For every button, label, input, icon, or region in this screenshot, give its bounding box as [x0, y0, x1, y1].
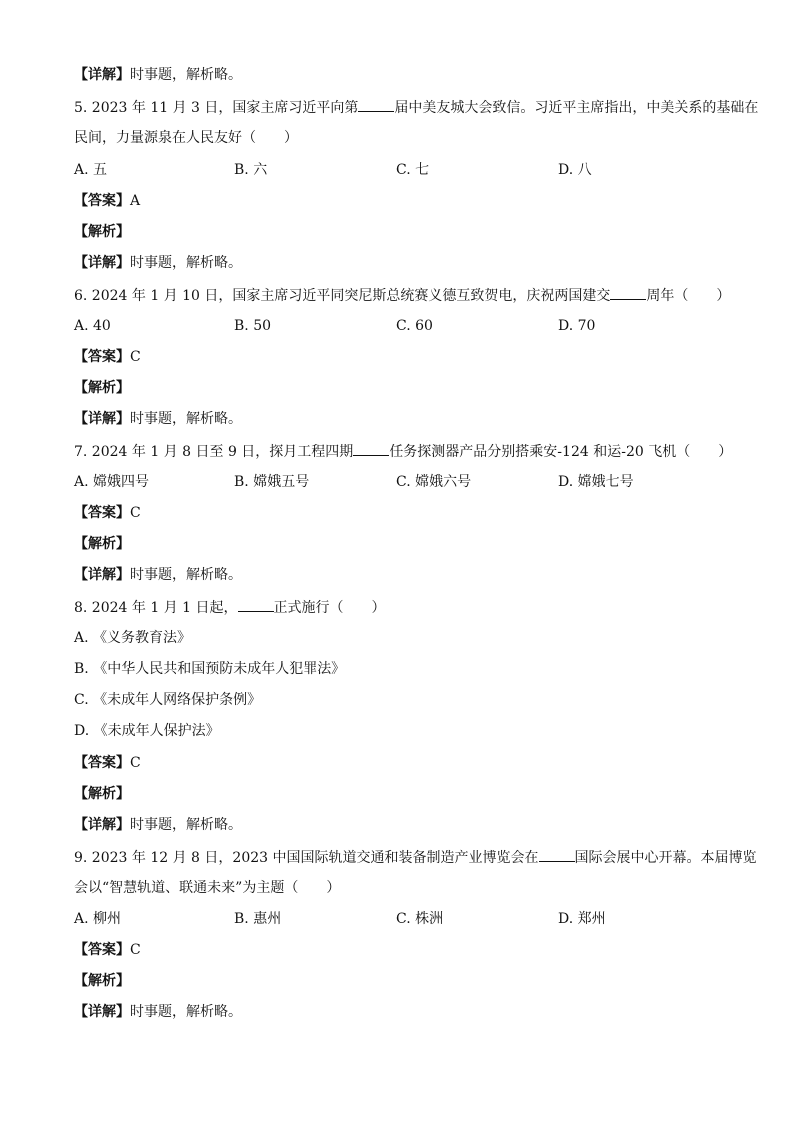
detail-text: 时事题，解析略。 — [130, 411, 242, 427]
answer-value: A — [130, 193, 141, 209]
option-b: B. 50 — [234, 318, 272, 334]
answer-line — [74, 347, 141, 367]
stem-text: 正式施行（ ） — [273, 600, 386, 616]
question-6-stem — [74, 285, 730, 306]
option-a: A. 柳州 — [74, 911, 122, 927]
detail-text: 时事题，解析略。 — [130, 817, 242, 833]
detail-tag: 【详解】 — [74, 567, 130, 583]
stem-text: 5. 2023 年 11 月 3 日，国家主席习近平向第 — [74, 100, 359, 116]
question-5-options — [74, 160, 724, 180]
detail-text: 时事题，解析略。 — [130, 567, 242, 583]
answer-line — [74, 191, 140, 211]
answer-tag: 【答案】 — [74, 193, 130, 209]
answer-tag: 【答案】 — [74, 755, 130, 771]
question-9-stem — [74, 847, 757, 868]
analysis-tag: 【解析】 — [74, 536, 130, 552]
question-8-stem — [74, 597, 386, 618]
answer-value: C — [130, 942, 141, 958]
question-5-stem-line2: 民间，力量源泉在人民友好（ ） — [74, 130, 298, 146]
answer-line — [74, 503, 141, 523]
stem-text: 6. 2024 年 1 月 10 日，国家主席习近平同突尼斯总统赛义德互致贺电，庆祝两国建交 — [74, 288, 611, 304]
stem-text: 周年（ ） — [646, 288, 731, 304]
answer-line — [74, 940, 141, 960]
question-7-stem — [74, 441, 732, 462]
answer-value: C — [130, 505, 141, 521]
option-d: D. 八 — [558, 162, 592, 178]
option-a: A. 40 — [74, 318, 111, 334]
analysis-tag: 【解析】 — [74, 380, 130, 396]
fill-blank — [358, 97, 394, 112]
option-d: D. 70 — [558, 318, 596, 334]
option-c: C. 株洲 — [396, 911, 444, 927]
fill-blank — [539, 847, 575, 862]
detail-tag: 【详解】 — [74, 67, 130, 83]
answer-value: C — [130, 349, 141, 365]
answer-value: C — [130, 755, 141, 771]
analysis-tag: 【解析】 — [74, 973, 130, 989]
answer-line — [74, 753, 141, 773]
option-c: C. 60 — [396, 318, 433, 334]
detail-line — [74, 65, 242, 85]
question-6-options — [74, 316, 724, 336]
answer-tag: 【答案】 — [74, 349, 130, 365]
detail-line — [74, 565, 242, 585]
question-7-options — [74, 472, 724, 492]
option-d: D. 郑州 — [558, 911, 606, 927]
detail-tag: 【详解】 — [74, 255, 130, 271]
stem-text: 7. 2024 年 1 月 8 日至 9 日，探月工程四期 — [74, 444, 354, 460]
question-5-stem — [74, 97, 758, 118]
analysis-tag: 【解析】 — [74, 786, 130, 802]
answer-tag: 【答案】 — [74, 942, 130, 958]
option-d: D. 《未成年人保护法》 — [74, 723, 220, 739]
option-b: B. 六 — [234, 162, 268, 178]
stem-text: 任务探测器产品分别搭乘安-124 和运-20 飞机（ ） — [389, 444, 733, 460]
option-c: C. 《未成年人网络保护条例》 — [74, 692, 262, 708]
detail-line — [74, 1002, 242, 1022]
stem-text: 国际会展中心开幕。本届博览 — [574, 850, 757, 866]
option-c: C. 七 — [396, 162, 430, 178]
detail-text: 时事题，解析略。 — [130, 67, 242, 83]
analysis-tag: 【解析】 — [74, 224, 130, 240]
detail-tag: 【详解】 — [74, 411, 130, 427]
stem-text: 8. 2024 年 1 月 1 日起， — [74, 600, 238, 616]
fill-blank — [238, 597, 274, 612]
question-9-options — [74, 909, 724, 929]
detail-line — [74, 253, 242, 273]
option-b: B. 惠州 — [234, 911, 282, 927]
detail-tag: 【详解】 — [74, 817, 130, 833]
answer-tag: 【答案】 — [74, 505, 130, 521]
detail-line — [74, 815, 242, 835]
detail-text: 时事题，解析略。 — [130, 1004, 242, 1020]
question-9-stem-line2: 会以“智慧轨道、联通未来”为主题（ ） — [74, 880, 341, 896]
detail-line — [74, 409, 242, 429]
option-d: D. 嫦娥七号 — [558, 474, 634, 490]
option-c: C. 嫦娥六号 — [396, 474, 472, 490]
detail-text: 时事题，解析略。 — [130, 255, 242, 271]
option-a: A. 《义务教育法》 — [74, 630, 192, 646]
option-a: A. 嫦娥四号 — [74, 474, 150, 490]
fill-blank — [610, 285, 646, 300]
option-a: A. 五 — [74, 162, 108, 178]
detail-tag: 【详解】 — [74, 1004, 130, 1020]
option-b: B. 嫦娥五号 — [234, 474, 310, 490]
option-b: B. 《中华人民共和国预防未成年人犯罪法》 — [74, 661, 346, 677]
fill-blank — [353, 441, 389, 456]
stem-text: 届中美友城大会致信。习近平主席指出，中美关系的基础在 — [394, 100, 759, 116]
stem-text: 9. 2023 年 12 月 8 日，2023 中国国际轨道交通和装备制造产业博览会在 — [74, 850, 539, 866]
